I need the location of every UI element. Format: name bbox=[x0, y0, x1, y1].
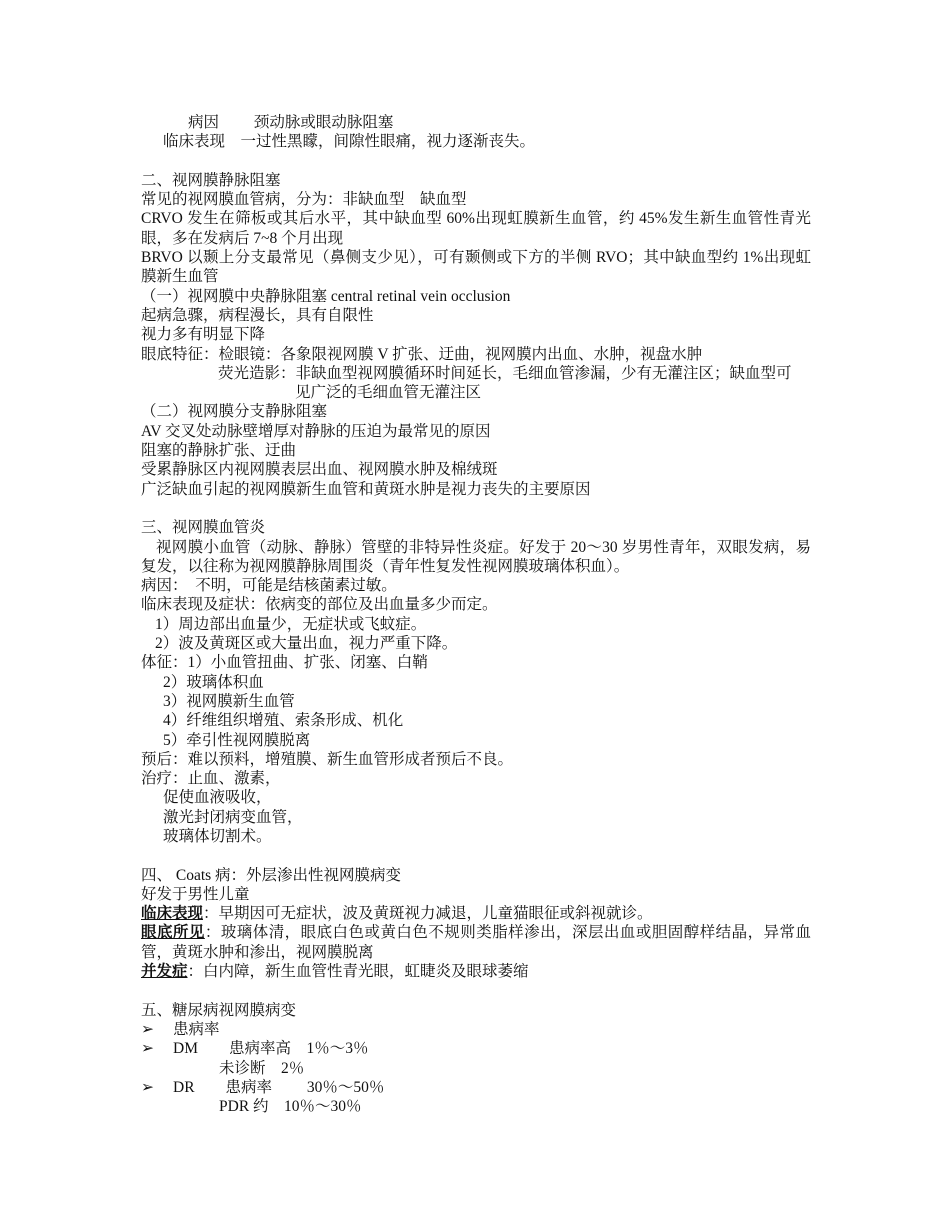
fundus-text: ：玻璃体清，眼底白色或黄白色不规则类脂样渗出，深层出血或胆固醇样结晶，异常血管，黄斑水肿和渗出，视网膜脱离 bbox=[141, 924, 811, 961]
paragraph bbox=[141, 923, 811, 962]
list-item bbox=[141, 1039, 811, 1058]
spacer bbox=[141, 152, 811, 171]
list-item-text: DM 患病率高 1％～3％ bbox=[173, 1040, 369, 1058]
section-4-title: 四、 Coats 病：外层渗出性视网膜病变 bbox=[141, 866, 402, 884]
paragraph: 受累静脉区内视网膜表层出血、视网膜水肿及棉绒斑 bbox=[141, 461, 498, 479]
list-item: 1）周边部出血量少，无症状或飞蚊症。 bbox=[155, 615, 427, 633]
paragraph-intro: 视网膜小血管（动脉、静脉）管壁的非特异性炎症。好发于 20～30 岁男性青年，双眼发病，易复发，以往称为视网膜静脉周围炎（青年性复发性视网膜玻璃体积血）。 bbox=[141, 538, 811, 575]
paragraph: 体征：1）小血管扭曲、扩张、闭塞、白鞘 bbox=[141, 654, 428, 672]
paragraph: 起病急骤，病程漫长，具有自限性 bbox=[141, 306, 374, 324]
paragraph: 视力多有明显下降 bbox=[141, 326, 266, 344]
spacer bbox=[141, 981, 811, 1000]
paragraph: 常见的视网膜血管病，分为：非缺血型 缺血型 bbox=[141, 191, 467, 209]
section-3-title: 三、视网膜血管炎 bbox=[141, 519, 266, 537]
list-item bbox=[141, 1020, 811, 1039]
subsection-title: （一）视网膜中央静脉阻塞 central retinal vein occlusion bbox=[141, 287, 511, 305]
paragraph: 预后：难以预料，增殖膜、新生血管形成者预后不良。 bbox=[141, 750, 514, 768]
paragraph: 病因： 不明，可能是结核菌素过敏。 bbox=[141, 577, 397, 595]
list-item: 5）牵引性视网膜脱离 bbox=[163, 731, 311, 749]
list-item: 2）波及黄斑区或大量出血，视力严重下降。 bbox=[155, 635, 458, 653]
subsection-title: （二）视网膜分支静脉阻塞 bbox=[141, 403, 328, 421]
list-item bbox=[141, 1078, 811, 1097]
paragraph: 阻塞的静脉扩张、迂曲 bbox=[141, 442, 297, 460]
paragraph bbox=[141, 904, 811, 923]
list-item: 促使血液吸收， bbox=[163, 789, 272, 807]
complication-text: ：白内障，新生血管性青光眼，虹睫炎及眼球萎缩 bbox=[187, 963, 529, 981]
paragraph: 广泛缺血引起的视网膜新生血管和黄斑水肿是视力丧失的主要原因 bbox=[141, 480, 591, 498]
list-item-text: DR 患病率 30％～50％ bbox=[173, 1078, 385, 1096]
paragraph-brvo: BRVO 以颞上分支最常见（鼻侧支少见），可有颞侧或下方的半侧 RVO；其中缺血型约 1%出现虹膜新生血管 bbox=[141, 249, 811, 286]
spacer bbox=[141, 499, 811, 518]
clinical-label: 临床表现 bbox=[141, 905, 204, 923]
list-item-text: 患病率 bbox=[173, 1020, 220, 1038]
arrow-bullet-icon: ➢ bbox=[141, 1040, 154, 1058]
paragraph: 临床表现及症状：依病变的部位及出血量多少而定。 bbox=[141, 596, 498, 614]
clinical-text: ：早期因可无症状，波及黄斑视力减退，儿童猫眼征或斜视就诊。 bbox=[203, 905, 653, 923]
paragraph bbox=[141, 962, 811, 981]
paragraph-crvo: CRVO 发生在筛板或其后水平，其中缺血型 60%出现虹膜新生血管，约 45%发生新生血管性青光眼，多在发病后 7~8 个月出现 bbox=[141, 210, 811, 247]
paragraph: AV 交叉处动脉壁增厚对静脉的压迫为最常见的原因 bbox=[141, 422, 491, 440]
paragraph: 见广泛的毛细血管无灌注区 bbox=[295, 384, 482, 402]
complication-label: 并发症 bbox=[141, 963, 188, 981]
list-item: 激光封闭病变血管， bbox=[163, 808, 303, 826]
document-body bbox=[141, 113, 811, 1116]
list-item: 玻璃体切割术。 bbox=[163, 827, 272, 845]
cause-line: 病因 颈动脉或眼动脉阻塞 bbox=[188, 114, 394, 131]
spacer bbox=[141, 846, 811, 865]
list-item-sub: 未诊断 2％ bbox=[219, 1059, 305, 1077]
fundus-label: 眼底所见 bbox=[141, 924, 205, 942]
arrow-bullet-icon: ➢ bbox=[141, 1020, 154, 1038]
paragraph: 治疗：止血、激素， bbox=[141, 770, 281, 788]
clinical-line: 临床表现 一过性黑矇，间隙性眼痛，视力逐渐丧失。 bbox=[163, 133, 536, 151]
list-item: 2）玻璃体积血 bbox=[163, 673, 264, 691]
paragraph: 眼底特征：检眼镜：各象限视网膜 V 扩张、迂曲，视网膜内出血、水肿，视盘水肿 bbox=[141, 345, 703, 363]
list-item: 3）视网膜新生血管 bbox=[163, 692, 295, 710]
paragraph: 荧光造影：非缺血型视网膜循环时间延长，毛细血管渗漏，少有无灌注区；缺血型可 bbox=[218, 364, 792, 382]
arrow-bullet-icon: ➢ bbox=[141, 1078, 154, 1096]
section-2-title: 二、视网膜静脉阻塞 bbox=[141, 171, 281, 189]
list-item-sub: PDR 约 10％～30％ bbox=[219, 1098, 362, 1116]
list-item: 4）纤维组织增殖、索条形成、机化 bbox=[163, 712, 404, 730]
paragraph: 好发于男性儿童 bbox=[141, 885, 250, 903]
section-5-title: 五、糖尿病视网膜病变 bbox=[141, 1001, 297, 1019]
